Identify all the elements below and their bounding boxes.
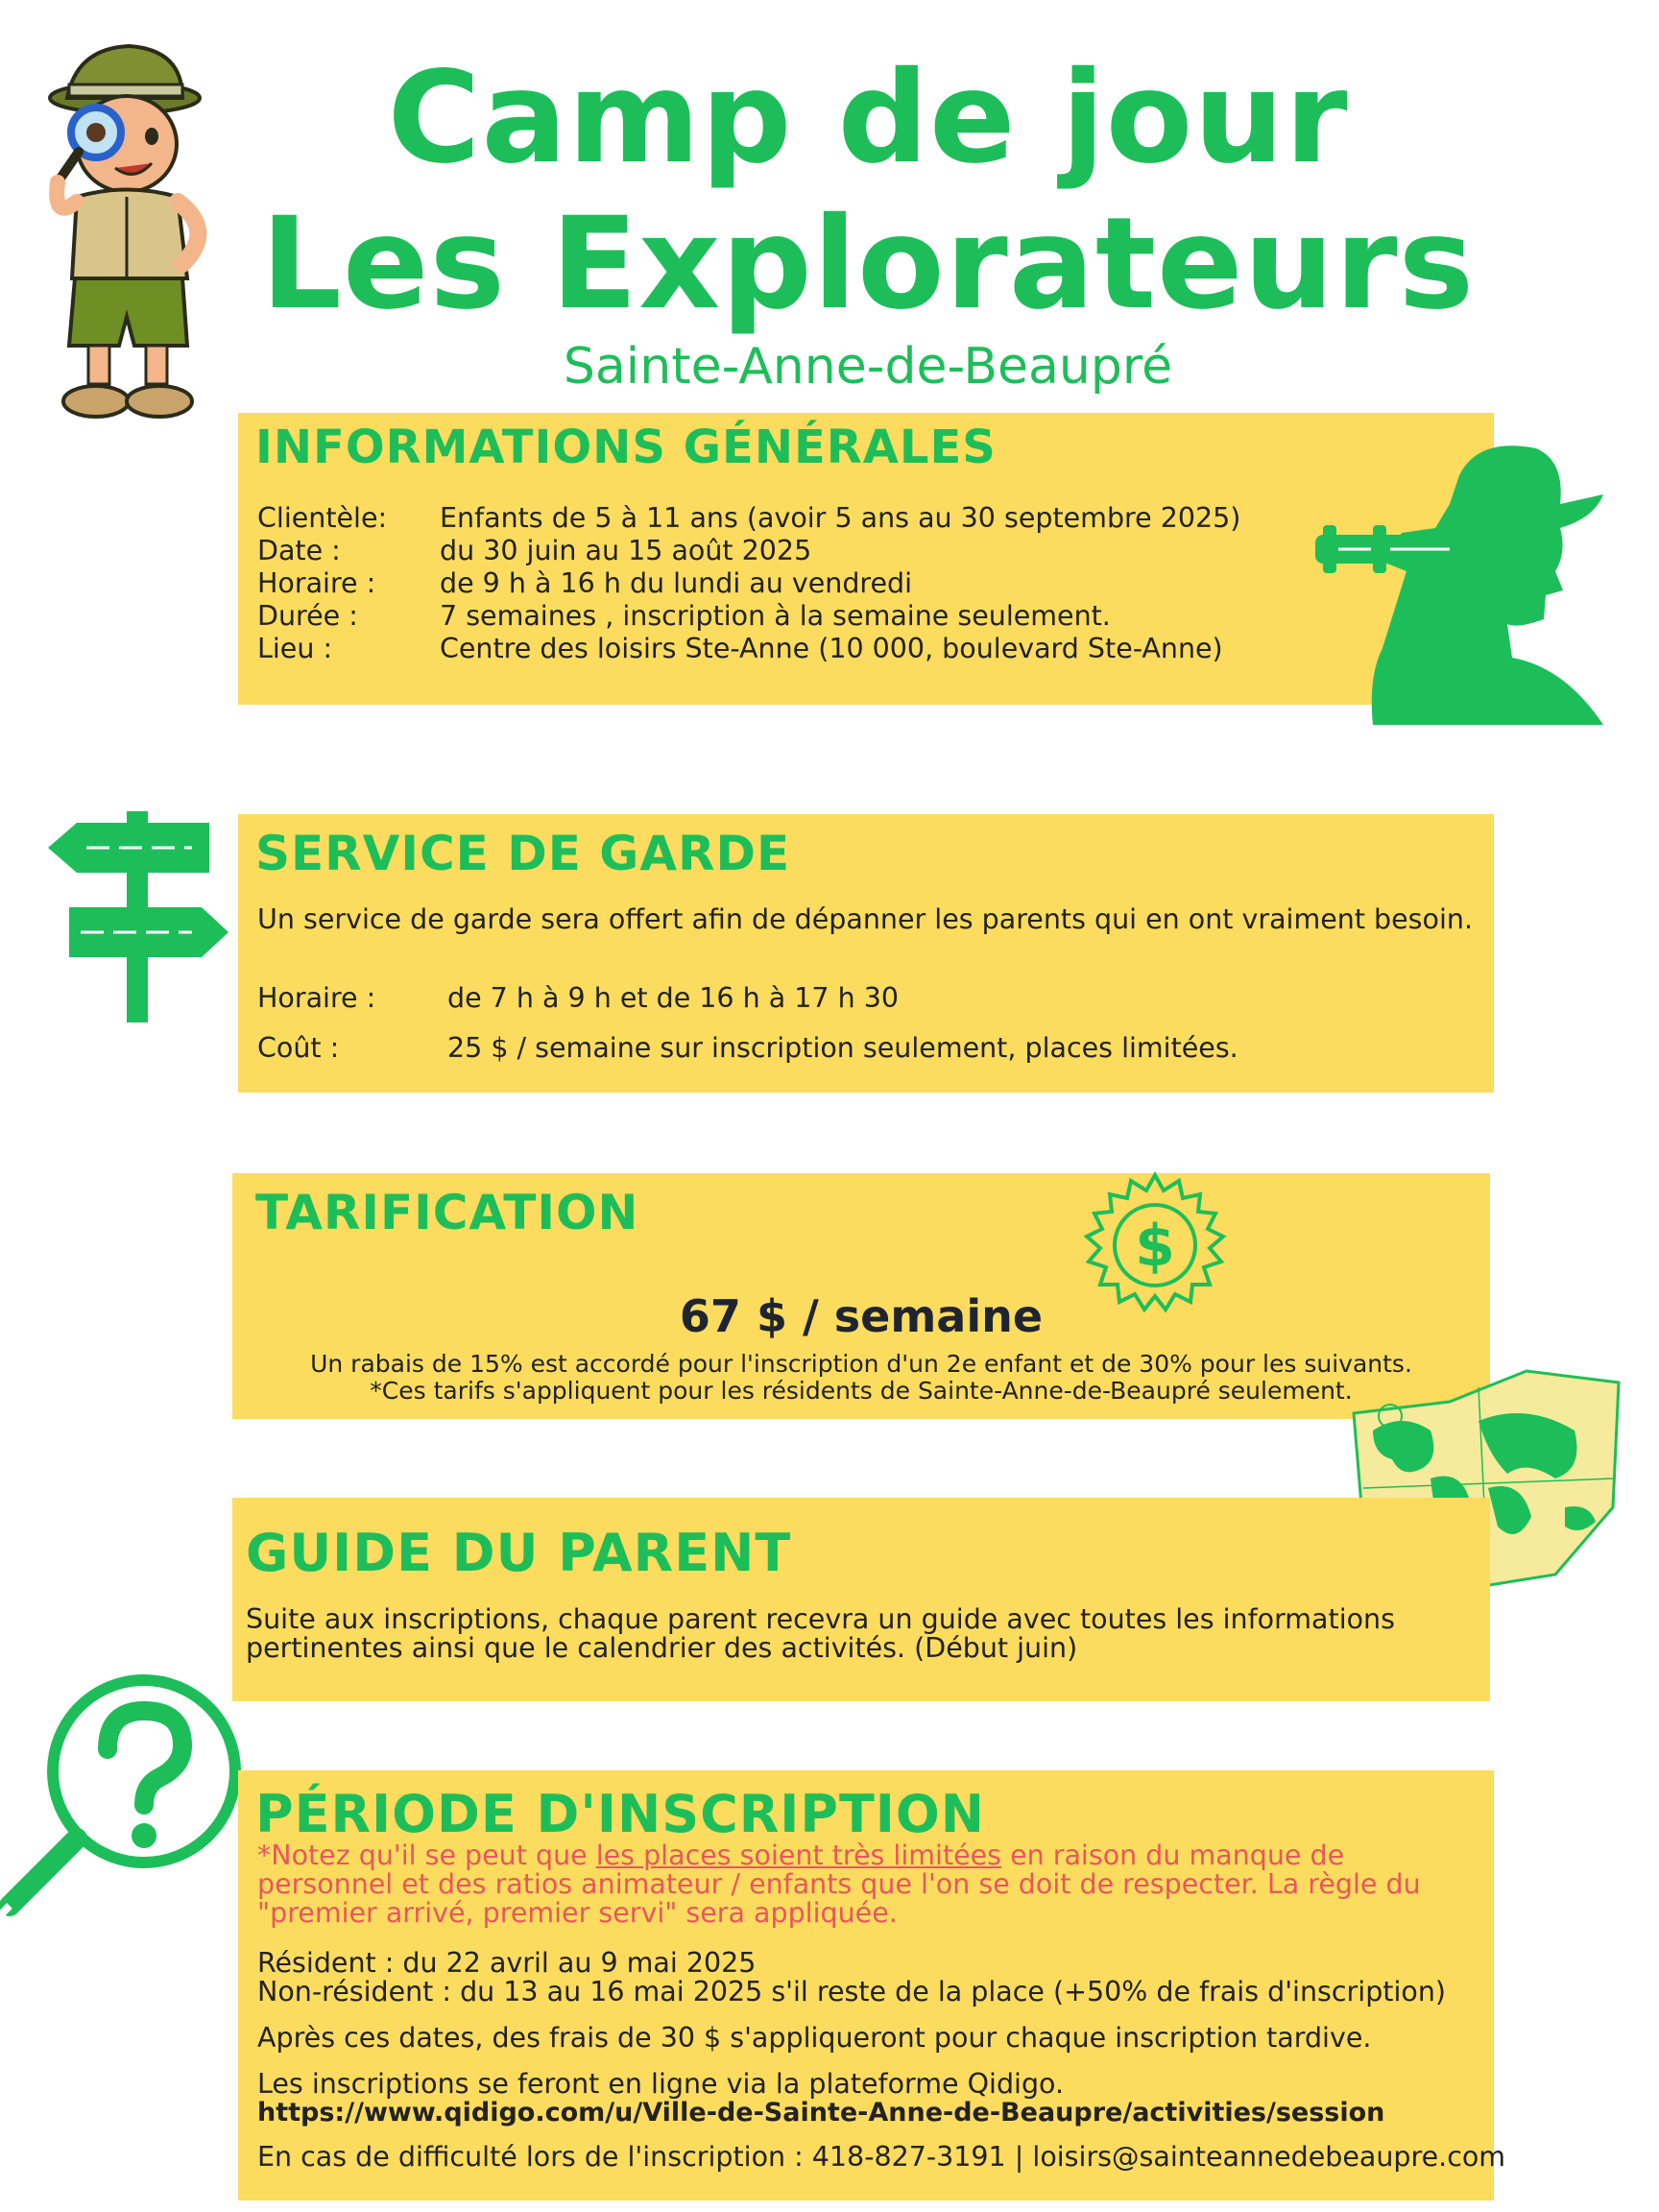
resident-period: Résident : du 22 avril au 9 mai 2025: [257, 1947, 757, 1979]
title-line-1: Camp de jour: [387, 44, 1349, 192]
pricing-heading: TARIFICATION: [255, 1185, 639, 1240]
daycare-label-cost: Coût :: [257, 1032, 340, 1064]
info-value-clientele: Enfants de 5 à 11 ans (avoir 5 ans au 30 septembre 2025): [440, 502, 1241, 534]
limited-places-link[interactable]: les places soient très limitées: [595, 1839, 1002, 1871]
price-per-week: 67 $ / semaine: [679, 1290, 1044, 1342]
info-value-location: Centre des loisirs Ste-Anne (10 000, boulevard Ste-Anne): [440, 633, 1223, 664]
info-label-clientele: Clientèle:: [257, 502, 388, 534]
title-line-2: Les Explorateurs: [260, 190, 1476, 338]
contact-info: En cas de difficulté lors de l'inscription : 418-827-3191 | loisirs@sainteannedebeaupre.com: [257, 2141, 1506, 2173]
daycare-intro: Un service de garde sera offert afin de dépanner les parents qui en ont vraiment besoin.: [257, 903, 1474, 935]
info-value-schedule: de 9 h à 16 h du lundi au vendredi: [440, 567, 913, 599]
warning-text-end: en raison du manque de personnel et des ratios animateur / enfants que l'on se doit de respecter. La règle du "premier arrivé, premier servi" sera appliquée.: [257, 1839, 1421, 1929]
parent-guide-text: Suite aux inscriptions, chaque parent recevra un guide avec toutes les informations pertinentes ainsi que le calendrier des activités. (Début juin): [246, 1603, 1395, 1664]
daycare-label-schedule: Horaire :: [257, 982, 376, 1014]
daycare-heading: SERVICE DE GARDE: [255, 826, 791, 881]
non-resident-period: Non-résident : du 13 au 16 mai 2025 s'il reste de la place (+50% de frais d'inscription): [257, 1976, 1446, 2008]
registration-warning: [257, 1841, 1486, 1928]
info-label-duration: Durée :: [257, 600, 358, 632]
explorer-kid-illustration: [38, 38, 211, 432]
qidigo-registration-link[interactable]: https://www.qidigo.com/u/Ville-de-Sainte-Anne-de-Beaupre/activities/session: [257, 2098, 1385, 2128]
dollar-symbol: $: [1135, 1213, 1175, 1280]
late-fee-note: Après ces dates, des frais de 30 $ s'appliqueront pour chaque inscription tardive.: [257, 2022, 1372, 2054]
daycare-value-schedule: de 7 h à 9 h et de 16 h à 17 h 30: [447, 982, 899, 1014]
subtitle: Sainte-Anne-de-Beaupré: [563, 338, 1173, 396]
warning-text-start: *Notez qu'il se peut que: [257, 1839, 596, 1871]
pricing-note: *Ces tarifs s'appliquent pour les résidents de Sainte-Anne-de-Beaupré seulement.: [370, 1377, 1353, 1405]
registration-heading: PÉRIODE D'INSCRIPTION: [255, 1784, 985, 1844]
parent-guide-heading: GUIDE DU PARENT: [246, 1523, 792, 1583]
info-value-duration: 7 semaines , inscription à la semaine seulement.: [440, 600, 1111, 632]
info-label-schedule: Horaire :: [257, 567, 376, 599]
magnifier-question-icon: [0, 1671, 259, 1978]
info-label-location: Lieu :: [257, 633, 333, 664]
signpost-icon: [48, 811, 230, 1022]
daycare-value-cost: 25 $ / semaine sur inscription seulement, places limitées.: [447, 1032, 1238, 1064]
online-registration-note: Les inscriptions se feront en ligne via la plateforme Qidigo.: [257, 2068, 1065, 2100]
general-info-heading: INFORMATIONS GÉNÉRALES: [255, 421, 997, 474]
pricing-discount: Un rabais de 15% est accordé pour l'inscription d'un 2e enfant et de 30% pour les suivants.: [310, 1350, 1412, 1378]
info-label-date: Date :: [257, 535, 341, 566]
binoculars-explorer-icon: [1315, 437, 1623, 725]
info-value-date: du 30 juin au 15 août 2025: [440, 535, 812, 566]
